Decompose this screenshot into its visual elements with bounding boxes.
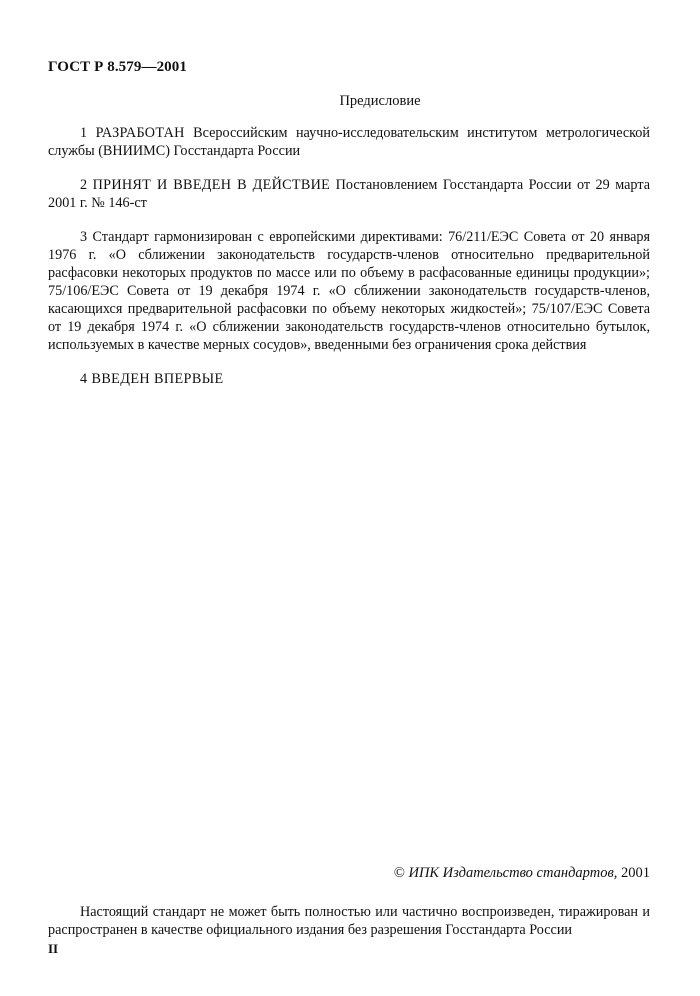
item-number: 4 (80, 371, 88, 387)
page-number: II (48, 941, 59, 956)
copyright-year: 2001 (621, 865, 650, 881)
item-lead: ПРИНЯТ И ВВЕДЕН В ДЕЙСТВИЕ (92, 177, 331, 193)
item-lead: ВВЕДЕН ВПЕРВЫЕ (91, 371, 224, 387)
preface-title: Предисловие (339, 93, 421, 109)
item-lead: РАЗРАБОТАН (95, 125, 185, 141)
copyright-symbol: © (393, 865, 405, 881)
preface-item-2 (48, 176, 650, 212)
preface-item-3 (48, 228, 650, 354)
preface-item-4 (48, 370, 650, 388)
item-number: 3 (80, 229, 88, 245)
item-text: Постановлением Госстандарта России от 29 марта 2001 г. № 146-ст (48, 177, 650, 211)
copyright-line (394, 864, 650, 882)
item-number: 1 (80, 125, 88, 141)
item-text: Всероссийским научно-исследовательским институтом метрологической службы (ВНИИМС) Госстандарта России (48, 125, 650, 159)
publisher: ИПК Издательство стандартов, (408, 865, 618, 881)
item-number: 2 (80, 177, 88, 193)
item-text: Стандарт гармонизирован с европейскими директивами: 76/211/ЕЭС Совета от 20 января 1976 г. «О сближении законодательств государств-членов относительно предварительной расфасовки некоторых продуктов по массе или по объему в расфасованные единицы продукции»; 75/106/ЕЭС Совета от 19 декабря 1974 г. «О сближении законодательств государств-членов, касающихся предварительной расфасовки по объему некоторых жидкостей»; 75/107/ЕЭС Совета от 19 декабря 1974 г. «О сближении законодательств государств-членов относительно бутылок, используемых в качестве мерных сосудов», введенными без ограничения срока действия (48, 229, 650, 353)
reproduction-notice: Настоящий стандарт не может быть полностью или частично воспроизведен, тиражирован и распространен в качестве официального издания без разрешения Госстандарта России (48, 904, 650, 938)
document-code: ГОСТ Р 8.579—2001 (48, 59, 187, 75)
preface-item-1 (48, 124, 650, 160)
preface-body (48, 124, 650, 388)
